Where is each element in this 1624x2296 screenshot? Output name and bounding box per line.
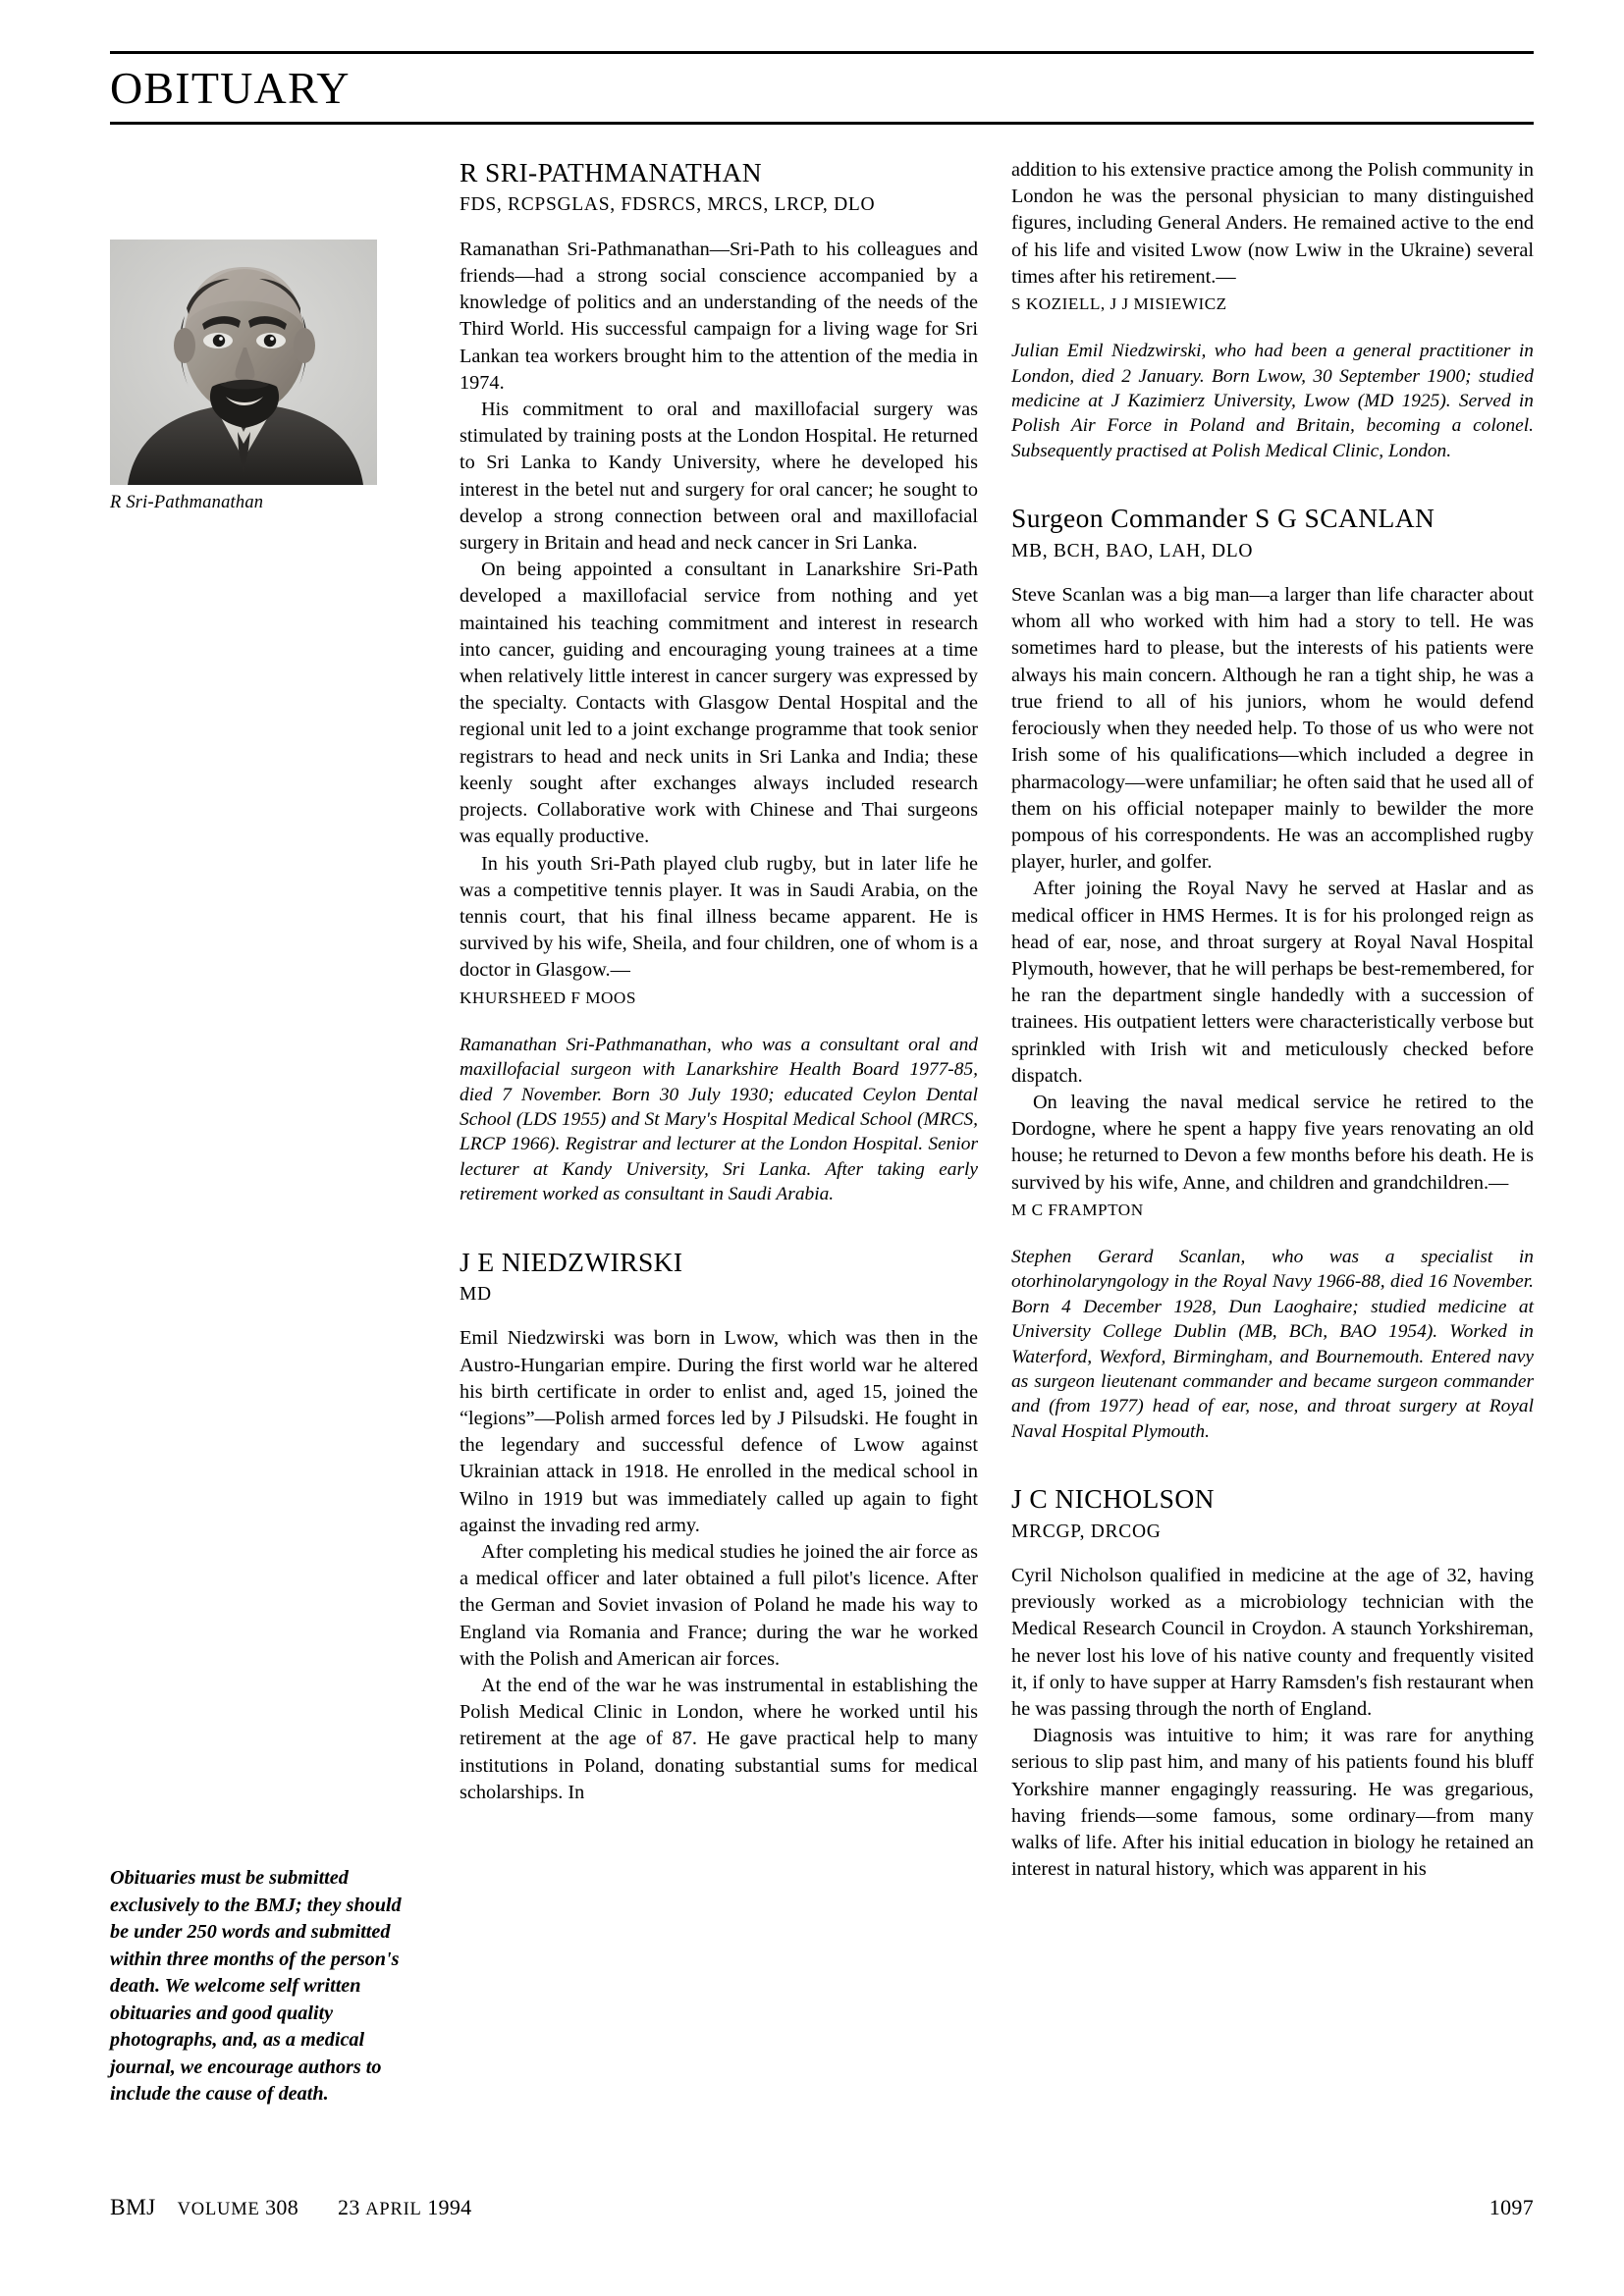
obit-biography: Ramanathan Sri-Pathmanathan, who was a consultant oral and maxillofacial surgeon with Lanarkshire Health Board 1977-85, died 7 November. Born 30 July 1930; educated Ceylon Dental School (LDS 1955) and St Mary's Hospital Medical School (MRCS, LRCP 1966). Registrar and lecturer at the London Hospital. Senior lecturer at Kandy University, Sri Lanka. After taking early retirement worked as consultant in Saudi Arabia. (460, 1034, 978, 1205)
obit-paragraph: Cyril Nicholson qualified in medicine at the age of 32, having previously worked as a microbiology technician with the Medical Research Council in Croydon. A staunch Yorkshireman, he never lost his love of his native county and frequently visited it, if only to have supper at Harry Ramsden's fish restaurant when he was passing through the north of England. (1011, 1565, 1534, 1721)
footer-date-day: 23 (338, 2195, 360, 2219)
obit-quals-nicholson: MRCGP, DRCOG (1011, 1521, 1162, 1542)
footer-volume-label: VOLUME (177, 2200, 260, 2219)
submission-note: Obituaries must be submitted exclusively to the BMJ; they should be under 250 words and submitted within three months of the person's death. We welcome self written obituaries and good quality photographs, and, as a medical journal, we encourage authors to include the cause of death. (110, 1867, 402, 2105)
footer-citation (110, 2195, 471, 2221)
obit-biography: Stephen Gerard Scanlan, who was a specialist in otorhinolaryngology in the Royal Navy 1966-88, died 16 November. Born 4 December 1928, Dun Laoghaire; studied medicine at University College Dublin (MB, BCh, BAO 1954). Worked in Waterford, Wexford, Birmingham, and Bournemouth. Entered navy as surgeon lieutenant commander and became surgeon commander and (from 1977) head of ear, nose, and throat surgery at Royal Naval Hospital Plymouth. (1011, 1246, 1534, 1442)
obit-paragraph: After joining the Royal Navy he served at Haslar and as medical officer in HMS Hermes. It is for his prolonged reign as head of ear, nose, and throat surgery at Royal Naval Hospital Plymouth, however, that he will perhaps be best-remembered, for he ran the department single handedly with a succession of trainees. His outpatient letters were characteristically verbose but sprinkled with Irish wit and meticulously checked before dispatch. (1011, 878, 1534, 1087)
section-spacer (1011, 1444, 1534, 1483)
obit-paragraph: Diagnosis was intuitive to him; it was rare for anything serious to slip past him, and many of his patients found his bluff Yorkshire manner engagingly reassuring. He was gregarious, having friends—some famous, some ordinary—from many walks of life. After his initial education in biology he retained an interest in natural history, which was apparent in his (1011, 1725, 1534, 1881)
obit-paragraph-continued: addition to his extensive practice among the Polish community in London he was the personal physician to many distinguished figures, including General Anders. He remained active to the end of his life and visited Lwow (now Lwiw in the Ukraine) several times after his retirement.— (1011, 159, 1534, 288)
obit-heading-scanlan: Surgeon Commander S G SCANLAN (1011, 503, 1435, 534)
obit-attribution: S KOZIELL, J J MISIEWICZ (1011, 294, 1227, 314)
photo-caption: R Sri-Pathmanathan (110, 493, 264, 512)
obit-quals-niedzwirski: MD (460, 1284, 492, 1305)
section-spacer (1011, 463, 1534, 503)
obit-paragraph: At the end of the war he was instrumental in establishing the Polish Medical Clinic in London, where he worked until his retirement at the age of 87. He gave practical help to many institutions in Poland, donating substantial sums for medical scholarships. In (460, 1675, 978, 1803)
obit-paragraph: Emil Niedzwirski was born in Lwow, which was then in the Austro-Hungarian empire. During the first world war he altered his birth certificate in order to enlist and, aged 15, joined the “legions”—Polish armed forces led by J Pilsudski. He fought in the legendary and successful defence of Lwow against Ukrainian attack in 1918. He enrolled in the medical school in Wilno in 1919 but was immediately called up again to fight against the invading red army. (460, 1327, 978, 1536)
obit-quals-sri-pathmanathan: FDS, RCPSGLAS, FDSRCS, MRCS, LRCP, DLO (460, 194, 876, 216)
obit-quals-scanlan: MB, BCH, BAO, LAH, DLO (1011, 540, 1254, 561)
obit-heading-sri-pathmanathan: R SRI-PATHMANATHAN (460, 157, 762, 187)
obit-paragraph: In his youth Sri-Path played club rugby, but in later life he was a competitive tennis player. It was in Saudi Arabia, on the tennis court, that his final illness became apparent. He is survived by his wife, Sheila, and four children, one of whom is a doctor in Glasgow.— (460, 852, 978, 982)
obit-paragraph: Ramanathan Sri-Pathmanathan—Sri-Path to his colleagues and friends—had a strong social conscience accompanied by a knowledge of politics and an understanding of the needs of the Third World. His successful campaign for a living wage for Sri Lankan tea workers brought him to the attention of the media in 1974. (460, 238, 978, 394)
section-spacer (460, 1207, 978, 1247)
obit-paragraph: His commitment to oral and maxillofacial surgery was stimulated by training posts at the London Hospital. He returned to Sri Lanka to Kandy University, where he developed his interest in the betel nut and surgery for oral cancer; he sought to develop a strong connection between oral and maxillofacial surgery in Britain and head and neck cancer in Sri Lanka. (460, 399, 978, 555)
page-number: 1097 (1489, 2195, 1534, 2219)
footer-volume-number: 308 (265, 2195, 299, 2219)
page-title: OBITUARY (110, 63, 351, 113)
portrait-photograph (110, 240, 377, 485)
obit-biography: Julian Emil Niedzwirski, who had been a general practitioner in London, died 2 January. Born Lwow, 30 September 1900; studied medicine at J Kazimierz University, Lwow (MD 1925). Served in Polish Air Force in Poland and Britain, becoming a colonel. Subsequently practised at Polish Medical Clinic, London. (1011, 341, 1534, 461)
obit-attribution: M C FRAMPTON (1011, 1200, 1144, 1219)
obit-heading-niedzwirski: J E NIEDZWIRSKI (460, 1246, 683, 1277)
portrait-figure (110, 240, 377, 512)
obit-paragraph: On leaving the naval medical service he retired to the Dordogne, where he spent a happy five years renovating an old house; he returned to Devon a few months before his death. He is survived by his wife, Anne, and children and grandchildren.— (1011, 1091, 1534, 1194)
footer-date-month: APRIL (365, 2200, 422, 2219)
obit-paragraph: After completing his medical studies he joined the air force as a medical officer and later obtained a full pilot's licence. After the German and Soviet invasion of Poland he made his way to England via Romania and France; during the war he worked with the Polish and American air forces. (460, 1541, 978, 1670)
masthead (110, 51, 1534, 125)
column-middle (460, 157, 978, 1806)
masthead-rule-bottom (110, 122, 1534, 125)
footer-date-year: 1994 (427, 2195, 472, 2219)
column-right (1011, 157, 1534, 1883)
obit-attribution: KHURSHEED F MOOS (460, 988, 636, 1007)
footer-journal: BMJ (110, 2195, 156, 2220)
obit-paragraph: On being appointed a consultant in Lanarkshire Sri-Path developed a maxillofacial service from nothing and yet maintained his teaching commitment and interest in research into cancer, guiding and encouraging young trainees at a time when relatively little interest in cancer surgery was expressed by the specialty. Contacts with Glasgow Dental Hospital and the regional unit led to a joint exchange programme that took senior registrars to head and neck units in Sri Lanka and India; these keenly sought after exchanges always included research projects. Collaborative work with Chinese and Thai surgeons was equally productive. (460, 559, 978, 848)
obit-paragraph: Steve Scanlan was a big man—a larger than life character about whom all who worked with him had a story to tell. He was sometimes hard to please, but the interests of his patients were always his main concern. Although he ran a tight ship, he was a true friend to all of his juniors, whom he would defend ferociously when they needed help. To those of us who were not Irish some of his qualifications—which included a degree in pharmacology—were unfamiliar; he often said that he used all of them on his official notepaper mainly to bewilder the more pompous of his correspondents. He was an accomplished rugby player, hurler, and golfer. (1011, 584, 1534, 874)
obit-heading-nicholson: J C NICHOLSON (1011, 1483, 1215, 1515)
